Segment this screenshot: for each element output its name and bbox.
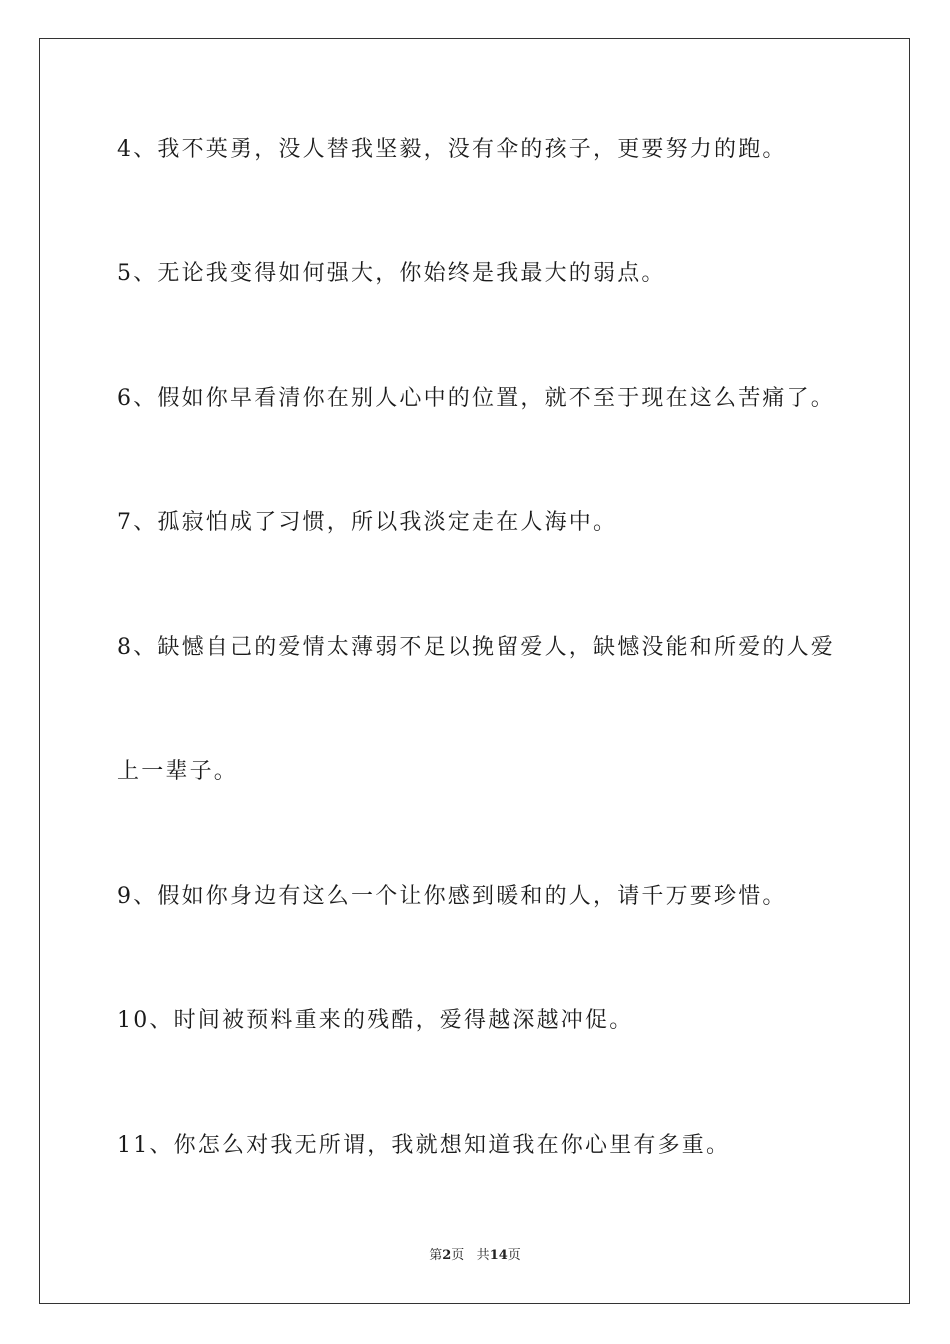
- page-suffix: 页: [451, 1248, 465, 1263]
- text-line-11: 11、你怎么对我无所谓，我就想知道我在你心里有多重。: [117, 1133, 731, 1158]
- total-prefix: 共: [476, 1248, 490, 1263]
- text-line-9: 9、假如你身边有这么一个让你感到暖和的人，请千万要珍惜。: [117, 884, 787, 909]
- text-line-8: 8、缺憾自己的爱情太薄弱不足以挽留爱人，缺憾没能和所爱的人爱: [117, 635, 835, 660]
- total-suffix: 页: [507, 1248, 521, 1263]
- page-frame: [39, 38, 910, 1304]
- text-line-8-continued: 上一辈子。: [117, 759, 239, 784]
- total-pages: 14: [489, 1248, 508, 1263]
- text-line-6: 6、假如你早看清你在别人心中的位置，就不至于现在这么苦痛了。: [117, 386, 835, 411]
- text-line-4: 4、我不英勇，没人替我坚毅，没有伞的孩子，更要努力的跑。: [117, 137, 787, 162]
- page-footer: [0, 1247, 950, 1265]
- page-number: 2: [442, 1248, 452, 1263]
- page-prefix: 第: [429, 1248, 443, 1263]
- text-line-10: 10、时间被预料重来的残酷，爱得越深越冲促。: [117, 1008, 634, 1033]
- text-line-5: 5、无论我变得如何强大，你始终是我最大的弱点。: [117, 261, 666, 286]
- text-line-7: 7、孤寂怕成了习惯，所以我淡定走在人海中。: [117, 510, 618, 535]
